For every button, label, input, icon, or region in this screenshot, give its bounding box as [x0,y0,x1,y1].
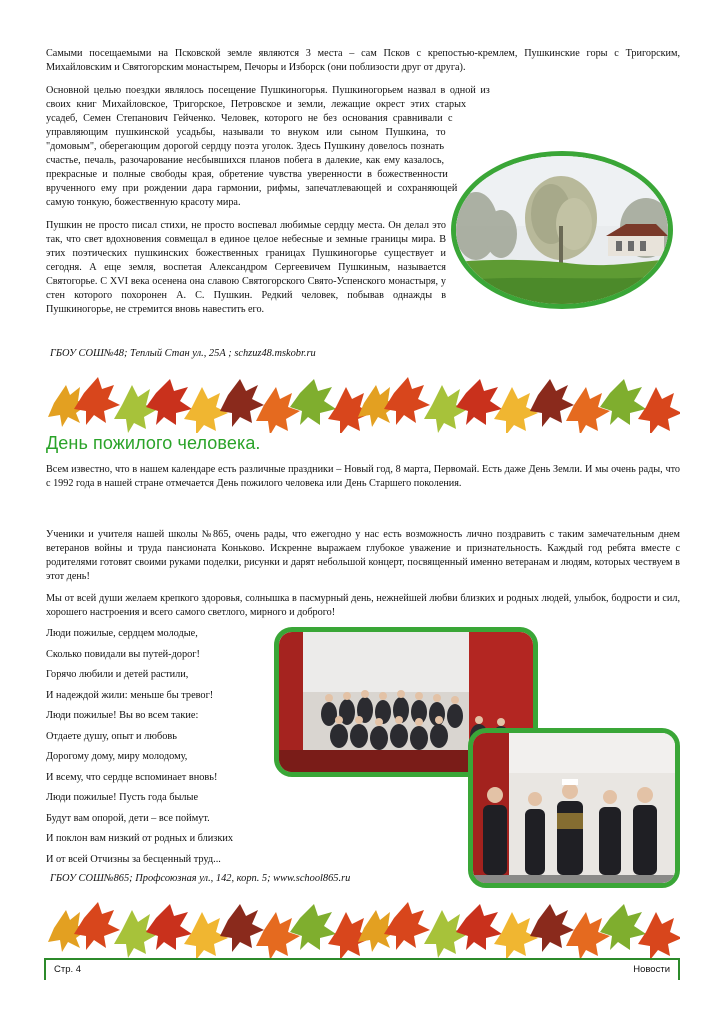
poem-line: Люди пожилые, сердцем молодые, [46,628,198,639]
poem-line: Отдаете душу, опыт и любовь [46,730,177,742]
poem-line: Будут вам опорой, дети – все поймут. [46,812,210,824]
article1-paragraph-3: Пушкин не просто писал стихи, не просто воспевал любимые сердцу места. Он делал это так, что свет вдохновения совмещал в единое целое небесные и земные границы мира. В этих поэтических пушкинских божественных границах Пушкиногорье существует и сегодня. А еще земля, воспетая Александром Сергеевичем Пушкиным, называется Святогорье. С XVI века осенена она славою Святогорского Свято-Успенского монастыря, у стен которого похоронен А. С. Пушкин. Редкий человек, побывав однажды в Пушкиногорье, не стремится вновь навестить его. [46,220,446,315]
article1-credit: ГБОУ СОШ№48; Теплый Стан ул., 25А ; schzuz48.mskobr.ru [50,348,316,359]
autumn-leaves-graphic [44,888,680,958]
article1-paragraph-2: Основной целью поездки являлось посещение Пушкиногорья. Пушкиногорьем назвал в одной из своих книг Михайловское, Тригорское, Петровское и земли, лежащие окрест этих старых усадеб, Семен Степанович Гейченко. Человек, которого не без основания сравнивали с управляющим пушкинской усадьбы, называли то внуком или сыном Пушкина, то "домовым", оберегающим дорогой сердцу поэта уголок. Здесь Пушкину довелось познать счастье, печаль, разочарование несбывшихся планов побега в далекие, как ему казалось, прекрасные и полные свободы края, обретение чувства уверенности в божественности врученного ему при рождении дара гармонии, рифмы, запечатлевающей и сохраняющей самую тонкую, божественную красоту мира. [46,84,680,218]
article2-title: День пожилого человека. [46,433,261,453]
poem-line: Дорогому дому, миру молодому, [46,751,188,762]
section-name: Новости [633,964,670,975]
autumn-leaves-graphic [44,363,680,433]
landscape-illustration [456,156,668,304]
veterans-photo-illustration [473,733,675,883]
autumn-leaves-divider-bottom [44,888,680,958]
page-number: Стр. 4 [54,964,82,975]
article2-paragraph-3: Мы от всей души желаем крепкого здоровья, солнышка в пасмурный день, нежнейшей любви близких и родных людей, улыбок, бодрости и сил, хорошего настроения и всего самого светлого, мирного и доброго! [46,593,680,618]
poem-line: Горячо любили и детей растили, [46,669,189,680]
poem [46,624,276,870]
poem-line: Люди пожилые! Пусть года былые [46,792,199,803]
article1-paragraph-1: Самыми посещаемыми на Псковской земле являются 3 места – сам Псков с крепостью-кремлем, Пушкинские горы с Тригорским, Михайловским и Святогорским монастырем, Печоры и Изборск (они поблизости друг от друга). [46,48,680,73]
poem-line: Люди пожилые! Вы во всем такие: [46,710,199,721]
veterans-photo [468,728,680,888]
footer-rule [44,958,680,960]
article2-paragraph-1: Всем известно, что в нашем календаре есть различные праздники – Новый год, 8 марта, Первомай. Есть даже День Земли. И мы очень рады, что с 1992 года в нашей стране отмечается День пожилого человека или День Старшего поколения. [46,464,680,489]
footer-rule-right-tick [678,958,680,980]
article2-paragraph-2: Ученики и учителя нашей школы №865, очень рады, что ежегодно у нас есть возможность лично поздравить с таким замечательным днем ветеранов войны и труда пансионата Коньково. Искренне выражаем глубокое уважение и признательность. Каждый год ребята вместе с родителями готовят своими руками поделки, рисунки и дарят небольшой концерт, посвященный именно ветеранам и людям, которых чествуем в этот день! [46,529,680,582]
autumn-leaves-divider-top [44,363,680,433]
poem-line: И надеждой жили: меньше бы тревог! [46,689,214,701]
footer-rule-left-tick [44,958,46,980]
poem-line: И всему, что сердце вспоминает вновь! [46,771,218,783]
poem-line: И от всей Отчизны за бесценный труд... [46,853,221,865]
estate-landscape-photo [451,151,673,309]
poem-line: Сколько повидали вы путей-дорог! [46,648,200,660]
poem-line: И поклон вам низкий от родных и близких [46,833,234,844]
article2-credit: ГБОУ СОШ№865; Профсоюзная ул., 142, корп. 5; www.school865.ru [50,873,351,884]
